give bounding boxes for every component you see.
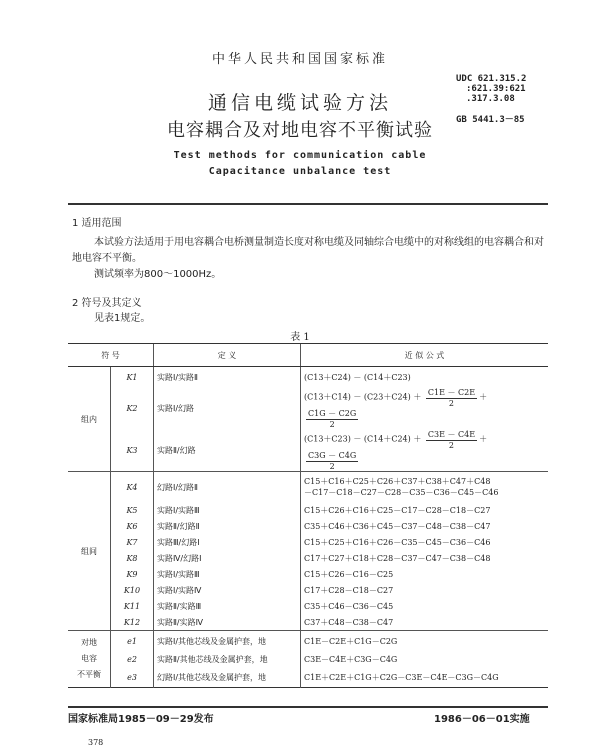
udc-line: :621.39:621 bbox=[466, 84, 526, 94]
definition-cell: 实路Ⅳ/幻路Ⅰ bbox=[154, 550, 301, 566]
section-2-paragraph: 见表1规定。 bbox=[94, 313, 151, 324]
header-formula: 近 似 公 式 bbox=[301, 344, 549, 367]
fraction-denominator: 2 bbox=[329, 462, 335, 471]
symbol-cell: K2 bbox=[111, 387, 154, 429]
symbol-cell: e3 bbox=[111, 667, 154, 688]
formula-cell bbox=[301, 472, 549, 503]
symbol-cell: K10 bbox=[111, 582, 154, 598]
gb-number: GB 5441.3－85 bbox=[456, 115, 525, 125]
fraction-numerator: C1G － C2G bbox=[308, 409, 357, 418]
definition-cell: 实路Ⅱ/幻路 bbox=[154, 429, 301, 472]
group-label-line: 不平衡 bbox=[77, 670, 101, 679]
formula-line: －C17－C18－C27－C28－C35－C36－C45－C46 bbox=[304, 488, 499, 497]
symbol-cell: e1 bbox=[111, 631, 154, 652]
fraction-denominator: 2 bbox=[448, 441, 455, 450]
title-en-main: Test methods for communication cable bbox=[173, 150, 427, 161]
definition-cell: 实路Ⅰ/实路Ⅳ bbox=[154, 582, 301, 598]
formula-cell: C37＋C48－C38－C47 bbox=[301, 614, 549, 631]
table-row bbox=[68, 651, 548, 667]
symbol-cell: e2 bbox=[111, 651, 154, 667]
udc-line: .317.3.08 bbox=[466, 94, 515, 104]
symbol-cell: K4 bbox=[111, 472, 154, 503]
section-1-heading: 1 适用范围 bbox=[72, 218, 122, 229]
definition-cell: 实路Ⅰ/实路Ⅲ bbox=[154, 566, 301, 582]
table-row bbox=[68, 598, 548, 614]
title-cn-sub: 电容耦合及对地电容不平衡试验 bbox=[167, 120, 433, 141]
definition-cell: 实路Ⅱ/实路Ⅳ bbox=[154, 614, 301, 631]
section-2-heading: 2 符号及其定义 bbox=[72, 298, 142, 309]
udc-code bbox=[456, 74, 526, 104]
symbol-cell: K7 bbox=[111, 534, 154, 550]
fraction bbox=[306, 408, 358, 429]
page-number: 378 bbox=[88, 738, 104, 747]
definition-cell: 幻路Ⅰ/其他芯线及金属护套，地 bbox=[154, 667, 301, 688]
formula-cell: C3E－C4E＋C3G－C4G bbox=[301, 651, 549, 667]
formula-cell: (C13＋C23) － (C14＋C24) ＋ $\frac{C3E - C4E}{2}$ ＋ $\frac{C3G - C4G}{2}$ bbox=[301, 429, 549, 472]
group-label-inter: 组间 bbox=[68, 472, 111, 631]
table-row bbox=[68, 472, 548, 503]
table-row bbox=[68, 631, 548, 652]
table-caption: 表 1 bbox=[290, 332, 310, 343]
definition-cell: 幻路Ⅰ/幻路Ⅱ bbox=[154, 472, 301, 503]
formula-cell: (C13＋C24) － (C14＋C23) bbox=[301, 367, 549, 388]
table-row bbox=[68, 518, 548, 534]
fraction bbox=[426, 387, 477, 408]
symbol-cell: K11 bbox=[111, 598, 154, 614]
formula-cell: C17＋C27＋C18＋C28－C37－C47－C38－C48 bbox=[301, 550, 549, 566]
symbol-cell: K3 bbox=[111, 429, 154, 472]
fraction bbox=[306, 450, 358, 471]
formula-cell: (C13＋C14) － (C23＋C24) ＋ $\frac{C1E - C2E}{2}$ ＋ $\frac{C1G - C2G}{2}$ bbox=[301, 387, 549, 429]
section-1-paragraph: 本试验方法适用于用电容耦合电桥测量制造长度对称电缆及同轴综合电缆中的对称线组的电容耦合和对地电容不平衡。 bbox=[72, 237, 544, 264]
header-divider bbox=[68, 203, 548, 205]
title-cn-main: 通信电缆试验方法 bbox=[207, 92, 392, 114]
section-1-frequency: 测试频率为800～1000Hz。 bbox=[94, 269, 222, 280]
fraction-denominator: 2 bbox=[448, 399, 455, 408]
definition-cell: 实路Ⅲ/幻路Ⅰ bbox=[154, 534, 301, 550]
udc-line: UDC 621.315.2 bbox=[456, 74, 527, 84]
definition-cell: 实路Ⅰ/实路Ⅲ bbox=[154, 502, 301, 518]
definition-cell: 实路Ⅱ/实路Ⅲ bbox=[154, 598, 301, 614]
formula-part: (C13＋C23) － (C14＋C24) ＋ bbox=[304, 434, 422, 444]
definition-cell: 实路Ⅰ/其他芯线及金属护套，地 bbox=[154, 631, 301, 652]
table-row bbox=[68, 534, 548, 550]
formula-cell: C1E＋C2E＋C1G＋C2G－C3E－C4E－C3G－C4G bbox=[301, 667, 549, 688]
symbol-cell: K5 bbox=[111, 502, 154, 518]
fraction-numerator: C1E － C2E bbox=[427, 388, 476, 397]
standard-body: 中华人民共和国国家标准 bbox=[211, 52, 388, 67]
formula-cell: C1E－C2E＋C1G－C2G bbox=[301, 631, 549, 652]
symbol-cell: K9 bbox=[111, 566, 154, 582]
symbol-cell: K8 bbox=[111, 550, 154, 566]
group-label-intra: 组内 bbox=[81, 414, 97, 424]
formula-line: C15＋C16＋C25＋C26＋C37＋C38＋C47＋C48 bbox=[304, 477, 491, 486]
table-row bbox=[68, 429, 548, 472]
group-label-line: 电容 bbox=[81, 654, 97, 663]
formula-cell: C17＋C28－C18－C27 bbox=[301, 582, 549, 598]
table-row bbox=[68, 614, 548, 631]
fraction bbox=[426, 429, 477, 450]
symbol-cell: K1 bbox=[111, 367, 154, 388]
effective-date: 1986－06－01实施 bbox=[434, 714, 530, 725]
table-row bbox=[68, 566, 548, 582]
group-label-line: 对地 bbox=[81, 638, 97, 647]
group-label-ground bbox=[68, 631, 111, 688]
formula-cell: C35＋C46－C36－C45 bbox=[301, 598, 549, 614]
header-definition: 定 义 bbox=[154, 344, 301, 367]
fraction-numerator: C3E － C4E bbox=[427, 430, 476, 439]
formula-cell: C15＋C26－C16－C25 bbox=[301, 566, 549, 582]
symbol-cell: K12 bbox=[111, 614, 154, 631]
table-row bbox=[68, 367, 548, 388]
definition-cell: 实路Ⅰ/幻路 bbox=[154, 387, 301, 429]
footer-divider bbox=[68, 706, 548, 708]
fraction-numerator: C3G － C4G bbox=[308, 451, 357, 460]
title-en-sub: Capacitance unbalance test bbox=[208, 166, 392, 177]
formula-part: (C13＋C14) － (C23＋C24) ＋ bbox=[304, 392, 422, 402]
symbols-table bbox=[68, 343, 548, 688]
table-row bbox=[68, 582, 548, 598]
definition-cell: 实路Ⅱ/其他芯线及金属护套，地 bbox=[154, 651, 301, 667]
formula-cell: C15＋C26＋C16＋C25－C17－C28－C18－C27 bbox=[301, 502, 549, 518]
fraction-denominator: 2 bbox=[329, 420, 335, 429]
issue-date: 国家标准局1985－09－29发布 bbox=[68, 714, 214, 725]
table-row bbox=[68, 387, 548, 429]
table-row bbox=[68, 667, 548, 688]
symbol-cell: K6 bbox=[111, 518, 154, 534]
table-row bbox=[68, 502, 548, 518]
formula-cell: C15＋C25＋C16＋C26－C35－C45－C36－C46 bbox=[301, 534, 549, 550]
header-symbol: 符 号 bbox=[68, 344, 154, 367]
formula-cell: C35＋C46＋C36＋C45－C37－C48－C38－C47 bbox=[301, 518, 549, 534]
definition-cell: 实路Ⅰ/实路Ⅱ bbox=[154, 367, 301, 388]
table-row bbox=[68, 550, 548, 566]
definition-cell: 实路Ⅱ/幻路Ⅱ bbox=[154, 518, 301, 534]
